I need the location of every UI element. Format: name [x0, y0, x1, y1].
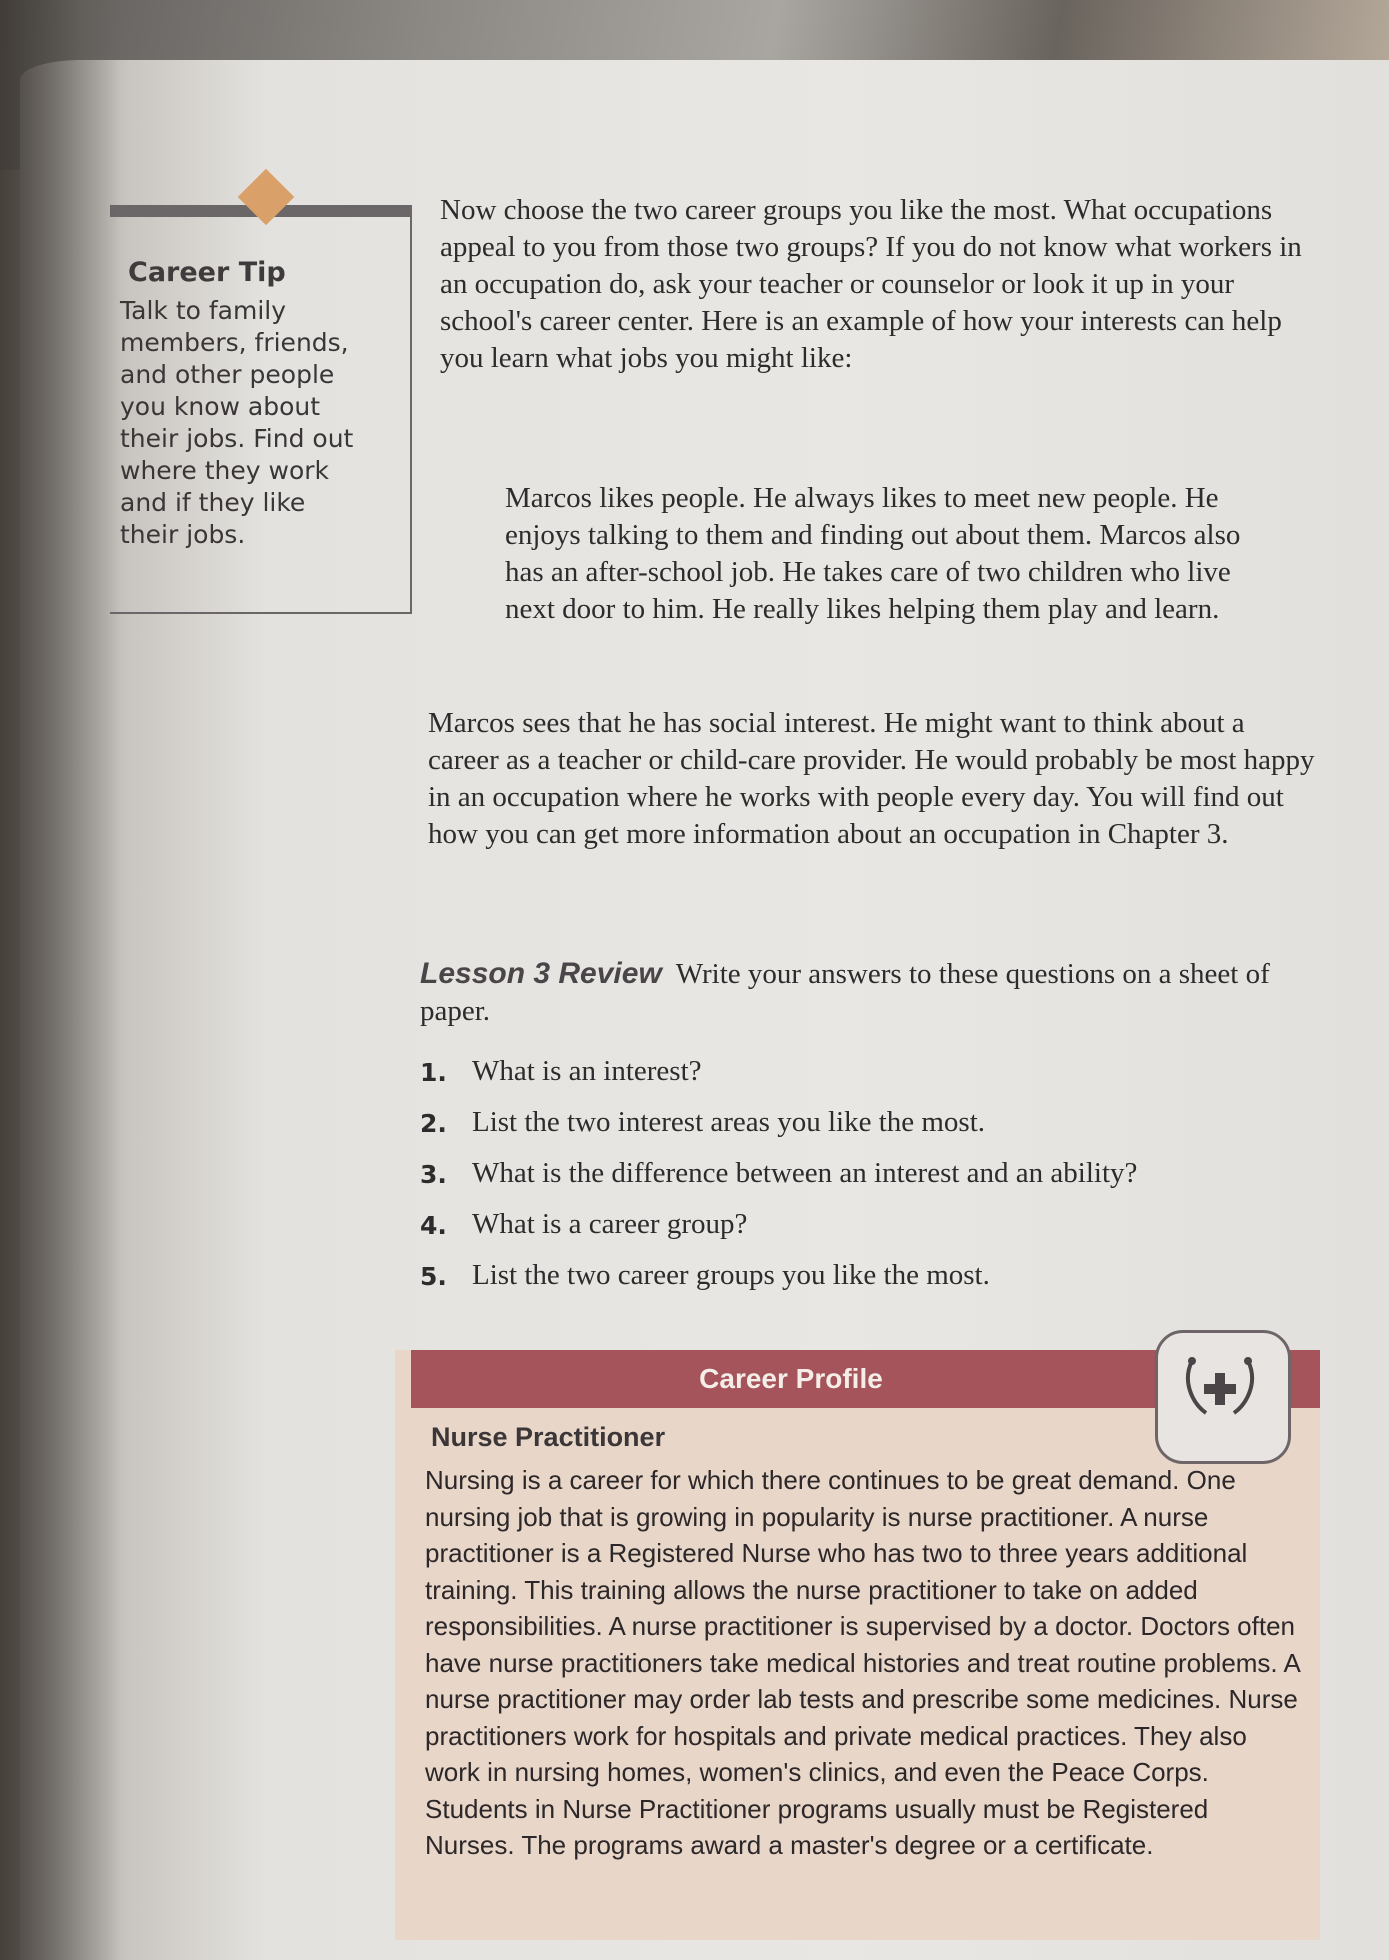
question-text: What is a career group?: [472, 1208, 748, 1240]
question-text: What is an interest?: [472, 1055, 702, 1087]
question-item: [420, 1157, 1320, 1208]
career-profile-title: Nurse Practitioner: [431, 1422, 666, 1452]
page-shadow: [0, 0, 120, 1960]
question-item: [420, 1259, 1320, 1310]
career-tip-line: their jobs. Find out: [120, 424, 354, 453]
question-text: List the two interest areas you like the most.: [472, 1106, 986, 1138]
conclusion-paragraph: Marcos sees that he has social interest. He might want to think about a career as a teacher or child-care provider. He would probably be most happy in an occupation where he works with people every day. You will find out how you can get more information about an occupation in Chapter 3.: [428, 707, 1315, 850]
career-tip-body: [120, 295, 400, 551]
example-paragraph: Marcos likes people. He always likes to meet new people. He enjoys talking to them and finding out about them. Marcos also has an after-school job. He takes care of two children who live next door to him. He really likes helping them play and learn.: [505, 482, 1241, 625]
career-tip-line: their jobs.: [120, 520, 246, 549]
career-tip-line: Talk to family: [120, 296, 287, 325]
question-number: 4.: [420, 1211, 447, 1240]
question-item: [420, 1106, 1320, 1157]
question-number: 2.: [420, 1109, 447, 1138]
stethoscope-icon-card: [1155, 1330, 1291, 1464]
review-questions: [420, 1055, 1320, 1310]
question-number: 1.: [420, 1058, 447, 1087]
question-text: What is the difference between an interest and an ability?: [472, 1157, 1138, 1189]
intro-paragraph: Now choose the two career groups you like the most. What occupations appeal to you from those two groups? If you do not know what workers in an occupation do, ask your teacher or counselor or look it up in your school's career center. Here is an example of how your interests can help you learn what jobs you might like:: [440, 194, 1302, 374]
stethoscope-icon: [1180, 1351, 1260, 1431]
question-number: 3.: [420, 1160, 447, 1189]
career-tip-line: and if they like: [120, 488, 306, 517]
career-profile-label: Career Profile: [699, 1363, 883, 1394]
career-tip-box: [110, 205, 412, 614]
career-tip-line: and other people: [120, 360, 335, 389]
career-profile-body: Nursing is a career for which there continues to be great demand. One nursing job that is growing in popularity is nurse practitioner. A nurse practitioner is a Registered Nurse who has two to three years additional training. This training allows the nurse practitioner to take on added responsibilities. A nurse practitioner is supervised by a doctor. Doctors often have nurse practitioners take medical histories and treat routine problems. A nurse practitioner may order lab tests and prescribe some medicines. Nurse practitioners work for hospitals and private medical practices. They also work in nursing homes, women's clinics, and even the Peace Corps. Students in Nurse Practitioner programs usually must be Registered Nurses. The programs award a master's degree or a certificate.: [425, 1465, 1300, 1860]
career-tip-line: members, friends,: [120, 328, 349, 357]
career-profile-box: [395, 1350, 1320, 1940]
review-heading: Lesson 3 Review: [420, 957, 662, 990]
question-item: [420, 1208, 1320, 1259]
career-tip-line: where they work: [120, 456, 329, 485]
question-text: List the two career groups you like the most.: [472, 1259, 990, 1291]
career-tip-line: you know about: [120, 392, 321, 421]
lesson-review: [420, 955, 1320, 1030]
question-number: 5.: [420, 1262, 447, 1291]
career-tip-title: Career Tip: [128, 257, 286, 288]
review-instruction: Write your answers to these questions on a sheet of paper.: [420, 958, 1270, 1027]
question-item: [420, 1055, 1320, 1106]
